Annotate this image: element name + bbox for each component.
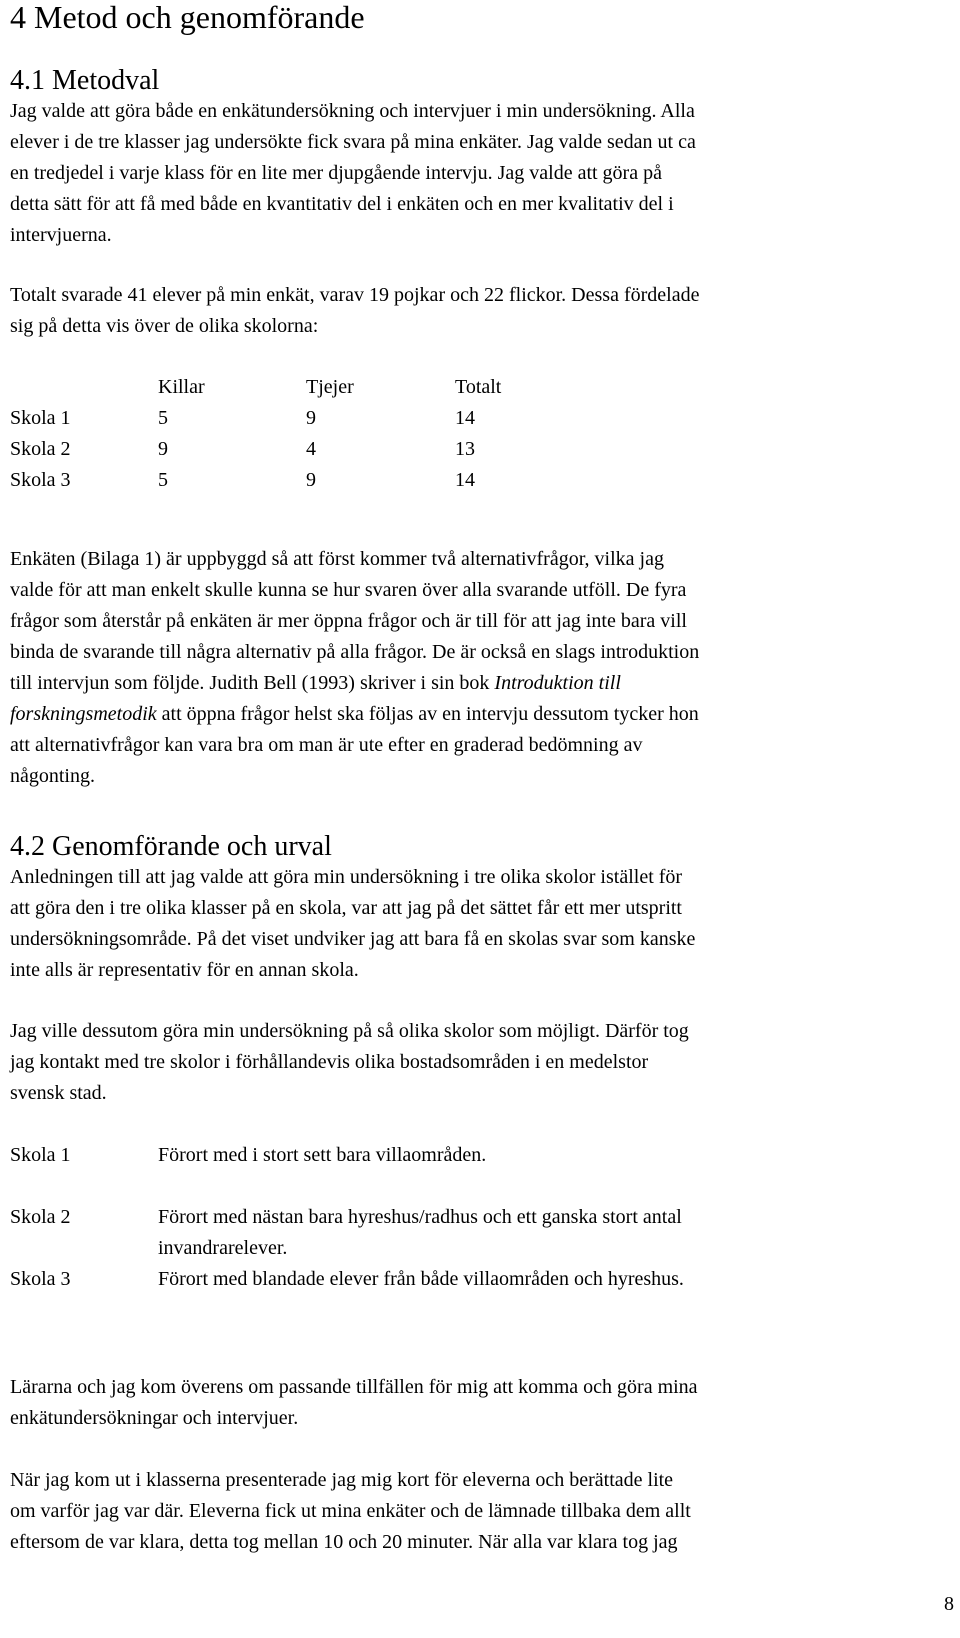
text-line: att göra den i tre olika klasser på en skola, var att jag på det sättet får ett mer utspritt bbox=[10, 897, 682, 919]
text-line: en tredjedel i varje klass för en lite mer djupgående intervju. Jag valde att göra på bbox=[10, 162, 662, 184]
text-line: undersökningsområde. På det viset undviker jag att bara få en skolas svar som kanske bbox=[10, 928, 696, 950]
table-cell: 14 bbox=[455, 407, 475, 429]
text-line: svensk stad. bbox=[10, 1082, 107, 1104]
section-heading-4-2: 4.2 Genomförande och urval bbox=[10, 831, 332, 862]
text-line: jag kontakt med tre skolor i förhållandevis olika bostadsområden i en medelstor bbox=[10, 1051, 649, 1073]
paragraph-genomforande-4 bbox=[10, 1465, 955, 1558]
book-title: Introduktion till bbox=[494, 672, 621, 694]
text-line: inte alls är representativ för en annan skola. bbox=[10, 959, 359, 981]
text-line: Anledningen till att jag valde att göra min undersökning i tre olika skolor istället för bbox=[10, 866, 683, 888]
text-line: valde för att man enkelt skulle kunna se hur svaren över alla svarande utföll. De fyra bbox=[10, 579, 687, 601]
page-number: 8 bbox=[944, 1593, 954, 1615]
table-cell: 13 bbox=[455, 438, 475, 460]
paragraph-metodval-2 bbox=[10, 280, 955, 342]
paragraph-genomforande-1 bbox=[10, 862, 955, 986]
text-line: När jag kom ut i klasserna presenterade jag mig kort för eleverna och berättade lite bbox=[10, 1469, 674, 1491]
paragraph-genomforande-3 bbox=[10, 1372, 955, 1434]
text-line: någonting. bbox=[10, 765, 95, 787]
table-header-cell: Tjejer bbox=[306, 376, 354, 398]
text-line: Enkäten (Bilaga 1) är uppbyggd så att först kommer två alternativfrågor, vilka jag bbox=[10, 548, 664, 570]
school-description: Förort med i stort sett bara villaområden. bbox=[158, 1144, 487, 1166]
school-label: Skola 3 bbox=[10, 1268, 71, 1290]
chapter-heading: 4 Metod och genomförande bbox=[10, 0, 365, 35]
text-line: enkätundersökningar och intervjuer. bbox=[10, 1407, 299, 1429]
text-segment: att öppna frågor helst ska följas av en intervju dessutom tycker hon bbox=[156, 703, 699, 725]
text-line bbox=[10, 699, 955, 730]
text-line: Totalt svarade 41 elever på min enkät, varav 19 pojkar och 22 flickor. Dessa fördelade bbox=[10, 284, 700, 306]
text-line: detta sätt för att få med både en kvantitativ del i enkäten och en mer kvalitativ del i bbox=[10, 193, 674, 215]
text-line: att alternativfrågor kan vara bra om man är ute efter en graderad bedömning av bbox=[10, 734, 643, 756]
paragraph-metodval-3 bbox=[10, 544, 955, 792]
table-cell: 5 bbox=[158, 469, 168, 491]
text-line: frågor som återstår på enkäten är mer öppna frågor och är till för att jag inte bara vill bbox=[10, 610, 687, 632]
table-cell: 14 bbox=[455, 469, 475, 491]
text-line: binda de svarande till några alternativ på alla frågor. De är också en slags introduktion bbox=[10, 641, 700, 663]
paragraph-metodval-1 bbox=[10, 96, 955, 251]
table-header-cell: Totalt bbox=[455, 376, 502, 398]
text-line: elever i de tre klasser jag undersökte fick svara på mina enkäter. Jag valde sedan ut ca bbox=[10, 131, 696, 153]
paragraph-genomforande-2 bbox=[10, 1016, 955, 1109]
text-line: intervjuerna. bbox=[10, 224, 112, 246]
text-line bbox=[10, 668, 955, 699]
table-header-cell: Killar bbox=[158, 376, 205, 398]
text-line: Jag ville dessutom göra min undersökning på så olika skolor som möjligt. Därför tog bbox=[10, 1020, 689, 1042]
table-cell: Skola 3 bbox=[10, 469, 71, 491]
text-line: eftersom de var klara, detta tog mellan 10 och 20 minuter. När alla var klara tog jag bbox=[10, 1531, 678, 1553]
table-cell: 9 bbox=[306, 407, 316, 429]
table-cell: Skola 1 bbox=[10, 407, 71, 429]
text-line: om varför jag var där. Eleverna fick ut mina enkäter och de lämnade tillbaka dem allt bbox=[10, 1500, 691, 1522]
section-heading-4-1: 4.1 Metodval bbox=[10, 65, 160, 96]
table-cell: 9 bbox=[306, 469, 316, 491]
school-description: Förort med nästan bara hyreshus/radhus och ett ganska stort antal bbox=[158, 1206, 682, 1228]
school-description: Förort med blandade elever från både villaområden och hyreshus. bbox=[158, 1268, 684, 1290]
text-line: Lärarna och jag kom överens om passande tillfällen för mig att komma och göra mina bbox=[10, 1376, 698, 1398]
text-segment: till intervjun som följde. Judith Bell (1993) skriver i sin bok bbox=[10, 672, 495, 694]
book-title: forskningsmetodik bbox=[10, 703, 157, 725]
table-cell: 4 bbox=[306, 438, 316, 460]
school-label: Skola 1 bbox=[10, 1144, 71, 1166]
text-line: sig på detta vis över de olika skolorna: bbox=[10, 315, 319, 337]
school-label: Skola 2 bbox=[10, 1206, 71, 1228]
text-line: Jag valde att göra både en enkätundersökning och intervjuer i min undersökning. Alla bbox=[10, 100, 695, 122]
school-description-continued: invandrarelever. bbox=[158, 1237, 288, 1259]
table-cell: 5 bbox=[158, 407, 168, 429]
table-cell: Skola 2 bbox=[10, 438, 71, 460]
table-cell: 9 bbox=[158, 438, 168, 460]
